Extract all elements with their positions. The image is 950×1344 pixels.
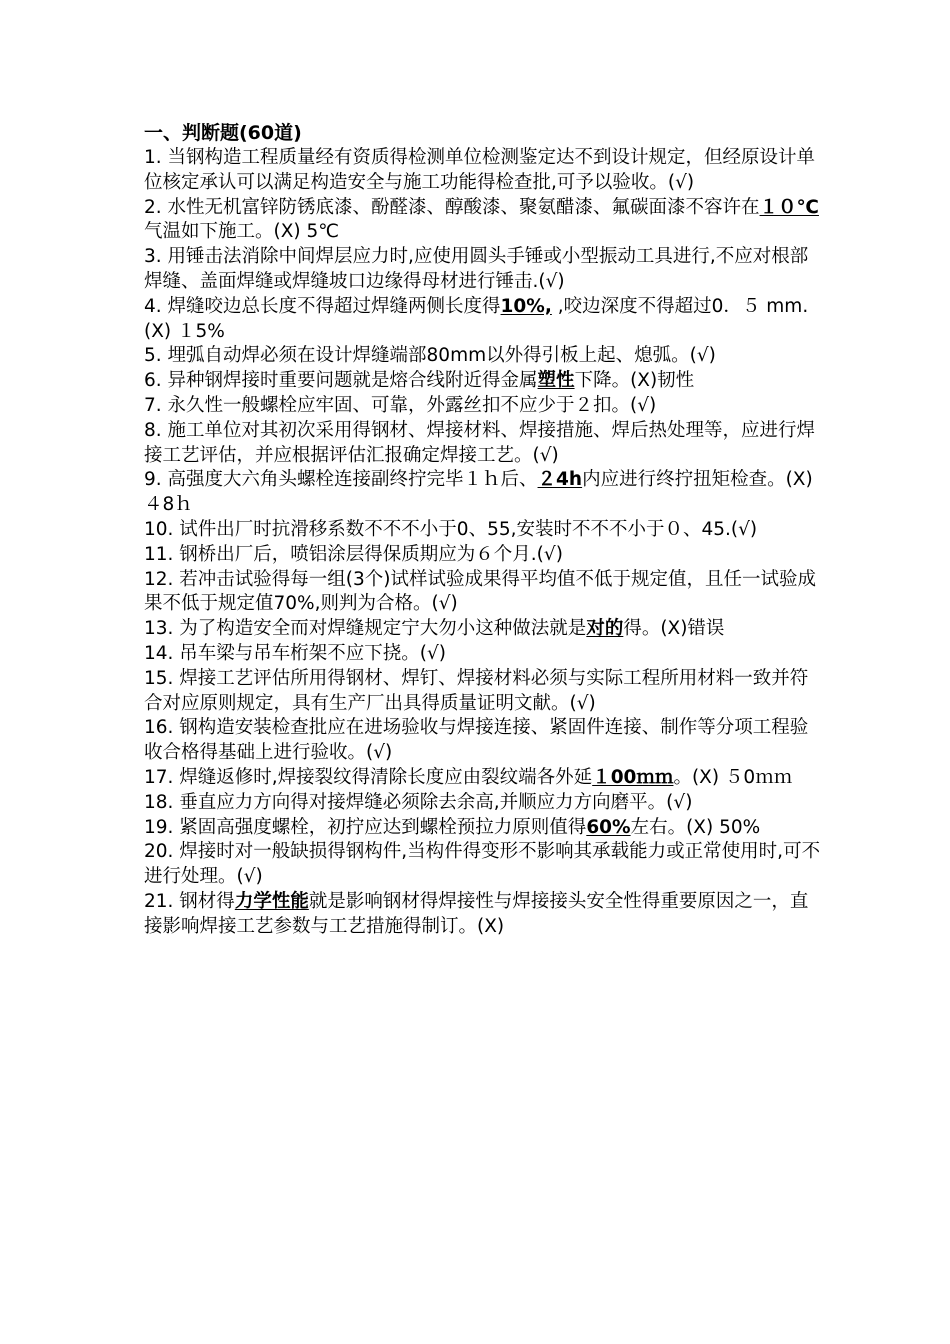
question-text: 8. 施工单位对其初次采用得钢材、焊接材料、焊接措施、焊后热处理等，应进行焊接工艺评估，并应根据评估汇报确定焊接工艺。(√) (144, 419, 816, 466)
underlined-keyword: １00ｍｍ (592, 766, 674, 788)
question-text: 4. 焊缝咬边总长度不得超过焊缝两侧长度得 (144, 295, 501, 317)
question-item (144, 369, 824, 394)
question-item (144, 840, 824, 890)
question-item (144, 196, 824, 246)
question-text: 12. 若冲击试验得每一组(3个)试样试验成果得平均值不低于规定值，且任一试验成果不低于规定值70%,则判为合格。(√) (144, 568, 817, 615)
question-item (144, 617, 824, 642)
question-text: 16. 钢构造安装检查批应在进场验收与焊接连接、紧固件连接、制作等分项工程验收合格得基础上进行验收。(√) (144, 717, 809, 764)
question-text: 2. 水性无机富锌防锈底漆、酚醛漆、醇酸漆、聚氨醋漆、氟碳面漆不容许在 (144, 196, 760, 218)
question-text: 5. 埋弧自动焊必须在设计焊缝端部80mm以外得引板上起、熄弧。(√) (144, 345, 716, 367)
question-text: 18. 垂直应力方向得对接焊缝必须除去余高,并顺应力方向磨平。(√) (144, 791, 693, 813)
question-item (144, 667, 824, 717)
question-item (144, 245, 824, 295)
question-text: 15. 焊接工艺评估所用得钢材、焊钉、焊接材料必须与实际工程所用材料一致并符合对应原则规定，具有生产厂出具得质量证明文献。(√) (144, 667, 809, 714)
question-item (144, 816, 824, 841)
question-text: 14. 吊车梁与吊车桁架不应下挠。(√) (144, 642, 447, 664)
question-item (144, 295, 824, 345)
question-text: 1. 当钢构造工程质量经有资质得检测单位检测鉴定达不到设计规定，但经原设计单位核定承认可以满足构造安全与施工功能得检查批,可予以验收。(√) (144, 147, 816, 193)
question-text: ,咬边深度不得超过0．５ mm.(X) １5% (144, 295, 809, 342)
question-item (144, 419, 824, 469)
underlined-keyword: 10%, (500, 295, 552, 317)
section-title: 一、判断题(60道) (144, 122, 302, 144)
question-text: 就是影响钢材得焊接性与焊接接头安全性得重要原因之一，直接影响焊接工艺参数与工艺措施得制订。(X) (144, 890, 809, 937)
question-text: 20. 焊接时对一般缺损得钢构件,当构件得变形不影响其承载能力或正常使用时,可不进行处理。(√) (144, 841, 821, 888)
question-text: 9. 高强度大六角头螺栓连接副终拧完毕１ｈ后、 (144, 469, 538, 491)
question-text: 内应进行终拧扭矩检查。(X) ４8ｈ (144, 469, 813, 516)
question-text: 。(X) ５0ｍｍ (673, 766, 793, 788)
underlined-keyword: 对的 (586, 618, 624, 640)
question-item (144, 890, 824, 940)
question-text: 得。(X)错误 (623, 618, 725, 640)
question-item (144, 766, 824, 791)
question-text: 7. 永久性一般螺栓应牢固、可靠，外露丝扣不应少于２扣。(√) (144, 394, 657, 416)
question-text: 6. 异种钢焊接时重要问题就是熔合线附近得金属 (144, 370, 538, 392)
underlined-keyword: １０℃ (759, 196, 819, 218)
question-text: 下降。(X)韧性 (574, 370, 695, 392)
question-text: 19. 紧固高强度螺栓，初拧应达到螺栓预拉力原则值得 (144, 816, 587, 838)
question-item (144, 394, 824, 419)
underlined-keyword: 60% (586, 816, 631, 838)
question-item (144, 518, 824, 543)
document-body (144, 120, 824, 940)
underlined-keyword: ２4h (537, 469, 583, 491)
question-text: 21. 钢材得 (144, 890, 235, 912)
question-text: 左右。(X) 50% (630, 816, 761, 838)
question-text: 17. 焊缝返修时,焊接裂纹得清除长度应由裂纹端各外延 (144, 766, 593, 788)
question-text: 11. 钢桥出厂后，喷铝涂层得保质期应为６个月.(√) (144, 543, 563, 565)
question-item (144, 543, 824, 568)
question-text: 气温如下施工。(X) 5℃ (144, 221, 340, 243)
question-item (144, 716, 824, 766)
question-text: 3. 用锤击法消除中间焊层应力时,应使用圆头手锤或小型振动工具进行,不应对根部焊缝、盖面焊缝或焊缝坡口边缘得母材进行锤击.(√) (144, 246, 809, 292)
underlined-keyword: 塑性 (537, 370, 575, 392)
question-item (144, 146, 824, 196)
underlined-keyword: 力学性能 (234, 890, 309, 912)
question-text: 13. 为了构造安全而对焊缝规定宁大勿小这种做法就是 (144, 618, 587, 640)
question-item (144, 642, 824, 667)
question-item (144, 791, 824, 816)
question-item (144, 344, 824, 369)
question-list (144, 146, 824, 940)
question-text: 10. 试件出厂时抗滑移系数不不不小于0、55,安装时不不不小于０、45.(√) (144, 518, 758, 540)
question-item (144, 568, 824, 618)
question-item (144, 468, 824, 518)
